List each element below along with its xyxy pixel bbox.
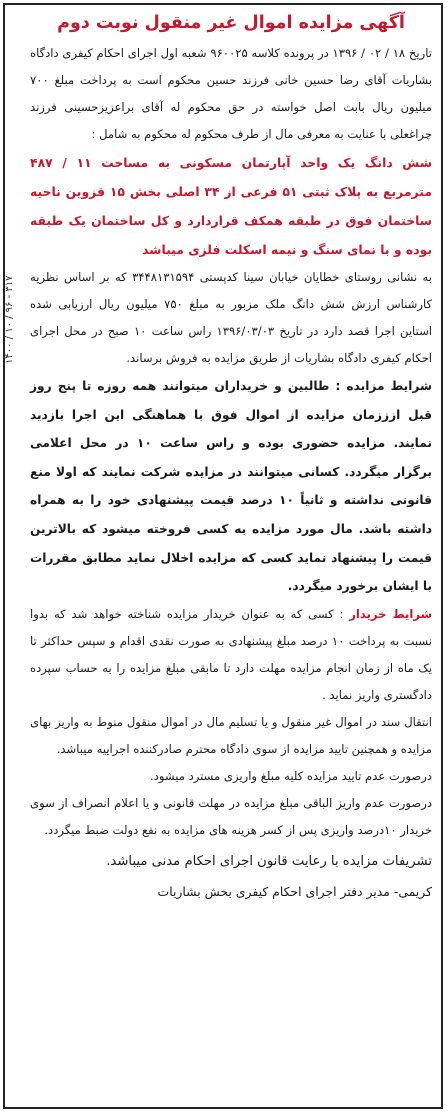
auction-conditions: شرایط مزایده : طالبین و خریداران میتوانند همه روزه تا پنج روز قبل ازززمان مزایده از اموال فوق با هماهنگی این اجرا بازدید نمایند. مزایده حضوری بوده و راس ساعت ۱۰ در محل اعلامی برگزار میگردد. کسانی میتوانند در مزایده شرکت نمایند که اولا منع قانونی نداشته و ثانیاً ۱۰ درصد قیمت پیشنهادی خود را به همراه داشته باشد. مال مورد مزایده به کسی فروخته میشود که بالاترین قیمت را پیشنهاد نماید کسی که مزایده اخلال نماید مطابق مقررات با ایشان برخورد میگردد.: [30, 379, 432, 594]
side-reference-number: ۱۴۰۰ / ۱۰ / ۹۶ - ۳۱۷: [4, 275, 15, 365]
buyer-conditions-text: : کسی که به عنوان خریدار مزایده شناخته خواهد شد که بدوا نسبت به پرداخت ۱۰ درصد مبلغ پیشنهادی به صورت نقدی اقدام و سپس حداکثر تا یک ماه از زمان انجام مزایده مهلت دارد تا مابقی مبلغ مزایده را به حساب سپرده دادگستری واریز نماید .: [30, 606, 432, 702]
intro-paragraph: تاریخ ۱۸ / ۰۲ / ۱۳۹۶ در پرونده کلاسه ۹۶۰۰۲۵ شعبه اول اجرای احکام کیفری دادگاه بشاریات آقای رضا حسین خانی فرزند حسین محکوم است به پرداخت مبلغ ۷۰۰ میلیون ریال بابت اصل خواسته در حق محکوم له آقای براعزیزحسینی فرزند چراغعلی با عنایت به معرفی مال از طرف محکوم له محکوم به شامل :: [30, 46, 432, 141]
property-description: شش دانگ یک واحد آپارتمان مسکونی به مساحت ۱۱ / ۴۸۷ مترمربع به پلاک ثبتی ۵۱ فرعی از ۳۴ اصلی بخش ۱۵ قزوین ناحیه ساختمان فوق در طبقه همکف قراردارد و کل ساختمان یک طبقه بوده و با نمای سنگ و نیمه اسکلت فلزی میباشد: [30, 155, 433, 257]
no-confirm-paragraph: درصورت عدم تایید مزایده کلیه مبلغ واریزی مسترد میشود.: [150, 768, 432, 783]
notice-body: [30, 8, 432, 907]
formalities-line: تشریفات مزایده با رعایت قانون اجرای احکام مدنی میباشد.: [106, 853, 432, 869]
transfer-paragraph: انتقال سند در اموال غیر منقول و یا تسلیم مال در اموال منقول منوط به واریز بهای مزایده و همچنین تایید مزایده از سوی دادگاه محترم صادرکننده اجراییه میباشد.: [30, 714, 432, 756]
signature-line: کریمی- مدیر دفتر اجرای احکام کیفری بخش بشاریات: [157, 883, 432, 899]
location-paragraph: به نشانی روستای خطایان خیابان سینا کدپستی ۳۴۴۸۱۳۱۵۹۴ که بر اساس نظریه کارشناس ارزش شش دانگ ملک مزبور به مبلغ ۷۵۰ میلیون ریال ارزیابی شده استاین اجرا قصد دارد در تاریخ ۱۳۹۶/۰۳/۰۳ راس ساعت ۱۰ صبح در محل اجرای احکام کیفری دادگاه بشاریات از طریق مزایده به فروش برساند.: [30, 270, 433, 365]
buyer-conditions-paragraph: [30, 601, 432, 709]
no-payment-paragraph: درصورت عدم واریز الباقی مبلغ مزایده در مهلت قانونی و یا اعلام انصراف از سوی خریدار ۱۰درصد واریزی پس از کسر هزینه های مزایده به نفع دولت ضبط میگردد.: [30, 795, 432, 837]
notice-title: آگهی مزایده اموال غیر منقول نوبت دوم: [57, 13, 405, 33]
buyer-conditions-label: شرایط خریدار: [349, 606, 432, 621]
